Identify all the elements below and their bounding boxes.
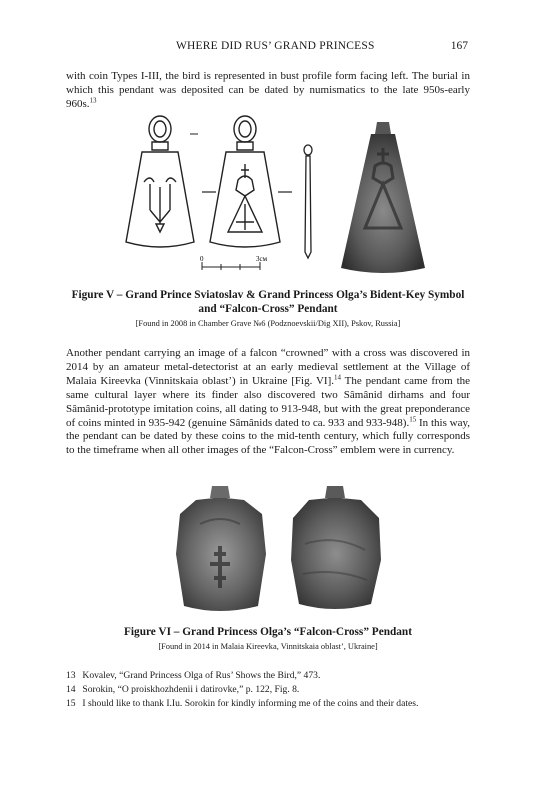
running-title: WHERE DID RUS’ GRAND PRINCESS — [176, 40, 375, 52]
footnote-ref-15: 15 — [409, 414, 417, 423]
footnote-14-number: 14 — [66, 684, 76, 695]
scale-zero-label: 0 — [200, 255, 204, 263]
page-number: 167 — [450, 40, 468, 52]
scale-bar — [202, 262, 260, 270]
figure-6-caption: Figure VI – Grand Princess Olga’s “Falcon-Cross” Pendant — [124, 626, 412, 638]
footnote-13-number: 13 — [66, 670, 76, 681]
figure-5-note: [Found in 2008 in Chamber Grave №6 (Podznoevskii/Dig XII), Pskov, Russia] — [135, 319, 401, 328]
figure-6-photo-front — [170, 484, 270, 616]
footnote-ref-14: 14 — [334, 373, 342, 382]
pendant-falcon-cross-drawing — [210, 116, 280, 247]
paragraph-2-part2: The pendant came from the same cultural layer where its finder also discovered two Sâmânid dirhams and four Sâmânid-prototype imitation coins, all dating to 913-948, but with the great preponderance of coins minted in 935-942 (genuine Sâmânids dated to ca. 933 and 933-948). — [66, 374, 471, 429]
figure-6-photo-back — [285, 484, 385, 616]
paragraph-2 — [66, 347, 470, 458]
footnote-15 — [66, 698, 470, 710]
footnote-13 — [66, 670, 470, 682]
figure-5-caption: Figure V – Grand Prince Sviatoslav & Grand Princess Olga’s Bident-Key Symbol and “Falcon-Cross” Pendant — [71, 289, 465, 315]
figure-5-photo — [333, 118, 433, 278]
footnote-ref-13: 13 — [89, 96, 97, 105]
footnote-14-text: Sorokin, “O proiskhozhdenii i datirovke,” p. 122, Fig. 8. — [82, 684, 300, 695]
paragraph-2-part3: In this way, the pendant can be dated by these coins to the mid-tenth century, which fully corresponds to the timeframe when all other images of the “Falcon-Cross” emblem were in currency. — [66, 416, 470, 457]
footnote-14 — [66, 684, 470, 696]
pendant-side-profile — [304, 145, 312, 258]
pendant-bident-drawing — [126, 116, 194, 247]
footnote-15-number: 15 — [66, 698, 76, 709]
footnote-13-text: Kovalev, “Grand Princess Olga of Rus’ Shows the Bird,” 473. — [82, 670, 321, 681]
figure-5-drawing — [120, 112, 330, 282]
paragraph-1 — [66, 70, 470, 112]
scale-unit-label: 3см — [256, 255, 268, 263]
running-head — [66, 40, 468, 56]
footnote-15-text: I should like to thank I.Iu. Sorokin for kindly informing me of the coins and their dates. — [82, 698, 419, 709]
figure-6-note: [Found in 2014 in Malaia Kireevka, Vinnitskaia oblast’, Ukraine] — [158, 642, 378, 651]
paragraph-1-text: with coin Types I-III, the bird is represented in bust profile form facing left. The burial in which this pendant was deposited can be dated by numismatics to the late 950s-early 960s. — [66, 70, 470, 110]
paragraph-2-part1: Another pendant carrying an image of a falcon “crowned” with a cross was discovered in 2014 by an amateur metal-detectorist at an early medieval settlement at the Village of Malaia Kireevka (Vinnitskaia oblast’) in Ukraine [Fig. VI]. — [66, 347, 470, 387]
